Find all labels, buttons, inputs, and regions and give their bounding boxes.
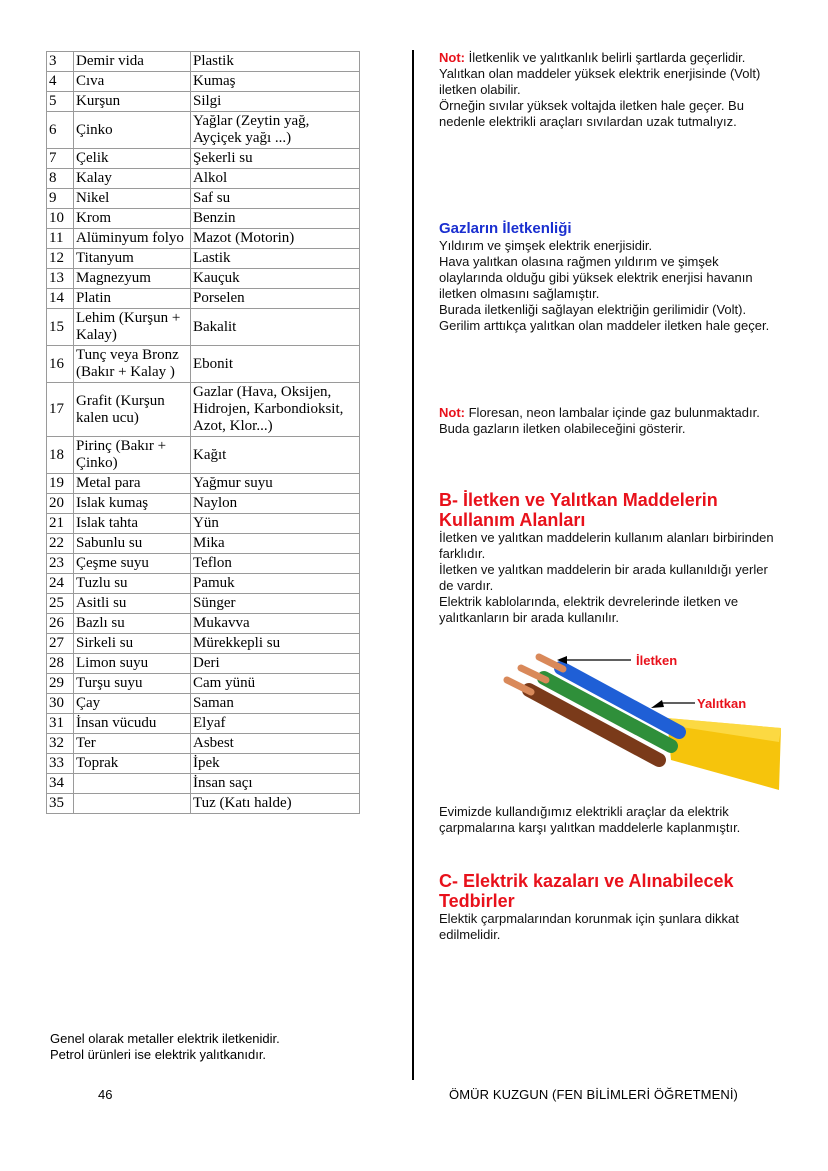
conductor-cell: Lehim (Kurşun + Kalay): [74, 309, 191, 346]
row-number: 17: [47, 383, 74, 437]
table-row: [47, 92, 360, 112]
insulator-cell: Teflon: [191, 554, 360, 574]
insulator-cell: Elyaf: [191, 714, 360, 734]
table-row: [47, 209, 360, 229]
note-1: [439, 50, 784, 130]
row-number: 14: [47, 289, 74, 309]
conductor-cell: [74, 774, 191, 794]
conductor-cell: Krom: [74, 209, 191, 229]
conductor-cell: Ter: [74, 734, 191, 754]
row-number: 21: [47, 514, 74, 534]
gases-line-3: Burada iletkenliği sağlayan elektriğin gerilimidir (Volt).: [439, 302, 747, 317]
conductor-cell: Sirkeli su: [74, 634, 191, 654]
home-text: [439, 804, 784, 836]
note-2-label: Not:: [439, 405, 465, 420]
insulator-cell: Saf su: [191, 189, 360, 209]
conductor-cell: Çeşme suyu: [74, 554, 191, 574]
section-b-heading: B- İletken ve Yalıtkan Maddelerin Kullanım Alanları: [439, 490, 718, 530]
insulator-cell: Tuz (Katı halde): [191, 794, 360, 814]
insulator-cell: Yağlar (Zeytin yağ, Ayçiçek yağı ...): [191, 112, 360, 149]
table-row: [47, 229, 360, 249]
table-row: [47, 309, 360, 346]
row-number: 16: [47, 346, 74, 383]
insulator-cell: Alkol: [191, 169, 360, 189]
materials-table-wrapper: [46, 51, 360, 814]
insulator-cell: Mazot (Motorin): [191, 229, 360, 249]
table-row: [47, 437, 360, 474]
conductor-cell: Tunç veya Bronz (Bakır + Kalay ): [74, 346, 191, 383]
row-number: 22: [47, 534, 74, 554]
cable-diagram: [499, 650, 799, 798]
conductor-cell: Platin: [74, 289, 191, 309]
section-c-text: Elektik çarpmalarından korunmak için şunlara dikkat edilmelidir.: [439, 911, 739, 942]
conductor-cell: Pirinç (Bakır + Çinko): [74, 437, 191, 474]
conductor-cell: Alüminyum folyo: [74, 229, 191, 249]
conductor-cell: Titanyum: [74, 249, 191, 269]
conductor-cell: Islak kumaş: [74, 494, 191, 514]
row-number: 18: [47, 437, 74, 474]
conductor-cell: Cıva: [74, 72, 191, 92]
insulator-cell: Kauçuk: [191, 269, 360, 289]
conductor-cell: İnsan vücudu: [74, 714, 191, 734]
table-row: [47, 694, 360, 714]
insulator-cell: Şekerli su: [191, 149, 360, 169]
table-row: [47, 52, 360, 72]
insulator-cell: Plastik: [191, 52, 360, 72]
row-number: 28: [47, 654, 74, 674]
conductor-cell: Turşu suyu: [74, 674, 191, 694]
section-b: [439, 490, 784, 626]
section-b-line-1: İletken ve yalıtkan maddelerin kullanım alanları birbirinden farklıdır.: [439, 530, 774, 561]
column-divider: [412, 50, 414, 1080]
table-row: [47, 574, 360, 594]
row-number: 33: [47, 754, 74, 774]
table-row: [47, 289, 360, 309]
insulator-cell: İnsan saçı: [191, 774, 360, 794]
gases-line-2: Hava yalıtkan olasına rağmen yıldırım ve şimşek olaylarında olduğu gibi yüksek elektrik enerjisi havanın iletken olmasını sağlamıştır.: [439, 254, 753, 301]
conductor-cell: Kurşun: [74, 92, 191, 112]
conductor-cell: Limon suyu: [74, 654, 191, 674]
conductor-cell: Grafit (Kurşun kalen ucu): [74, 383, 191, 437]
insulator-cell: Kumaş: [191, 72, 360, 92]
conductor-cell: [74, 794, 191, 814]
table-row: [47, 654, 360, 674]
insulator-cell: Bakalit: [191, 309, 360, 346]
insulator-cell: Benzin: [191, 209, 360, 229]
table-row: [47, 346, 360, 383]
row-number: 26: [47, 614, 74, 634]
section-c: [439, 871, 784, 943]
summary-text: [50, 1031, 370, 1063]
row-number: 10: [47, 209, 74, 229]
table-row: [47, 794, 360, 814]
table-row: [47, 189, 360, 209]
insulator-cell: Cam yünü: [191, 674, 360, 694]
cable-illustration: [499, 650, 799, 798]
insulator-cell: Lastik: [191, 249, 360, 269]
conductor-cell: Magnezyum: [74, 269, 191, 289]
row-number: 13: [47, 269, 74, 289]
insulator-cell: Silgi: [191, 92, 360, 112]
conductor-cell: Bazlı su: [74, 614, 191, 634]
row-number: 34: [47, 774, 74, 794]
insulator-cell: Mukavva: [191, 614, 360, 634]
row-number: 9: [47, 189, 74, 209]
table-row: [47, 734, 360, 754]
table-row: [47, 112, 360, 149]
row-number: 7: [47, 149, 74, 169]
table-row: [47, 534, 360, 554]
row-number: 19: [47, 474, 74, 494]
label-insulator: Yalıtkan: [697, 696, 747, 711]
home-paragraph: Evimizde kullandığımız elektrikli araçlar da elektrik çarpmalarına karşı yalıtkan maddelerle kaplanmıştır.: [439, 804, 741, 835]
note-1-label: Not:: [439, 50, 465, 65]
table-row: [47, 494, 360, 514]
footer-author: ÖMÜR KUZGUN (FEN BİLİMLERİ ÖĞRETMENİ): [449, 1087, 738, 1102]
insulator-cell: Yağmur suyu: [191, 474, 360, 494]
table-row: [47, 634, 360, 654]
row-number: 29: [47, 674, 74, 694]
insulator-cell: Deri: [191, 654, 360, 674]
insulator-cell: Kağıt: [191, 437, 360, 474]
row-number: 24: [47, 574, 74, 594]
insulator-cell: Saman: [191, 694, 360, 714]
table-row: [47, 614, 360, 634]
gases-line-4: Gerilim arttıkça yalıtkan olan maddeler iletken hale geçer.: [439, 318, 770, 333]
note-1-line-2: Örneğin sıvılar yüksek voltajda iletken hale geçer. Bu nedenle elektrikli araçları sıvılardan uzak tutmalıyız.: [439, 98, 744, 129]
row-number: 11: [47, 229, 74, 249]
row-number: 6: [47, 112, 74, 149]
insulator-arrow-head: [651, 700, 664, 708]
table-row: [47, 383, 360, 437]
row-number: 3: [47, 52, 74, 72]
row-number: 4: [47, 72, 74, 92]
insulator-cell: Ebonit: [191, 346, 360, 383]
insulator-cell: Porselen: [191, 289, 360, 309]
row-number: 15: [47, 309, 74, 346]
table-row: [47, 674, 360, 694]
section-b-line-3: Elektrik kablolarında, elektrik devrelerinde iletken ve yalıtkanların bir arada kullanılır.: [439, 594, 739, 625]
conductor-cell: Sabunlu su: [74, 534, 191, 554]
summary-line-1: Genel olarak metaller elektrik iletkenidir.: [50, 1031, 280, 1046]
note-2-text: Floresan, neon lambalar içinde gaz bulunmaktadır. Buda gazların iletken olabileceğini gösterir.: [439, 405, 760, 436]
insulator-cell: Naylon: [191, 494, 360, 514]
row-number: 5: [47, 92, 74, 112]
insulator-cell: Gazlar (Hava, Oksijen, Hidrojen, Karbondioksit, Azot, Klor...): [191, 383, 360, 437]
page-number: 46: [98, 1087, 113, 1102]
insulator-cell: Asbest: [191, 734, 360, 754]
gases-line-1: Yıldırım ve şimşek elektrik enerjisidir.: [439, 238, 653, 253]
note-2: [439, 405, 784, 437]
note-1-first: [439, 50, 784, 66]
table-row: [47, 554, 360, 574]
conductor-cell: Çelik: [74, 149, 191, 169]
table-row: [47, 72, 360, 92]
insulator-cell: Mika: [191, 534, 360, 554]
section-b-line-2: İletken ve yalıtkan maddelerin bir arada kullanıldığı yerler de vardır.: [439, 562, 768, 593]
insulator-cell: Sünger: [191, 594, 360, 614]
insulator-cell: Pamuk: [191, 574, 360, 594]
row-number: 31: [47, 714, 74, 734]
row-number: 32: [47, 734, 74, 754]
table-row: [47, 149, 360, 169]
conductor-cell: Kalay: [74, 169, 191, 189]
row-number: 30: [47, 694, 74, 714]
conductor-cell: Toprak: [74, 754, 191, 774]
row-number: 27: [47, 634, 74, 654]
section-c-heading: C- Elektrik kazaları ve Alınabilecek Tedbirler: [439, 871, 734, 911]
table-row: [47, 474, 360, 494]
row-number: 25: [47, 594, 74, 614]
table-row: [47, 714, 360, 734]
note-2-text-block: [439, 405, 784, 437]
row-number: 20: [47, 494, 74, 514]
conductor-cell: Demir vida: [74, 52, 191, 72]
table-row: [47, 169, 360, 189]
note-1-line-1: Yalıtkan olan maddeler yüksek elektrik enerjisinde (Volt) iletken olabilir.: [439, 66, 761, 97]
row-number: 8: [47, 169, 74, 189]
table-row: [47, 514, 360, 534]
conductor-cell: Metal para: [74, 474, 191, 494]
table-row: [47, 249, 360, 269]
gases-section: [439, 220, 784, 334]
table-row: [47, 269, 360, 289]
table-row: [47, 754, 360, 774]
conductor-cell: Çay: [74, 694, 191, 714]
conductor-cell: Asitli su: [74, 594, 191, 614]
note-1-text: İletkenlik ve yalıtkanlık belirli şartlarda geçerlidir.: [465, 50, 746, 65]
conductor-cell: Çinko: [74, 112, 191, 149]
insulator-cell: Mürekkepli su: [191, 634, 360, 654]
conductor-cell: Islak tahta: [74, 514, 191, 534]
table-row: [47, 594, 360, 614]
label-conductor: İletken: [636, 653, 678, 668]
row-number: 35: [47, 794, 74, 814]
conductor-insulator-table: [46, 51, 360, 814]
conductor-cell: Tuzlu su: [74, 574, 191, 594]
table-row: [47, 774, 360, 794]
row-number: 23: [47, 554, 74, 574]
insulator-cell: Yün: [191, 514, 360, 534]
gases-heading: Gazların İletkenliği: [439, 220, 572, 237]
insulator-cell: İpek: [191, 754, 360, 774]
summary-line-2: Petrol ürünleri ise elektrik yalıtkanıdır.: [50, 1047, 267, 1062]
conductor-cell: Nikel: [74, 189, 191, 209]
row-number: 12: [47, 249, 74, 269]
